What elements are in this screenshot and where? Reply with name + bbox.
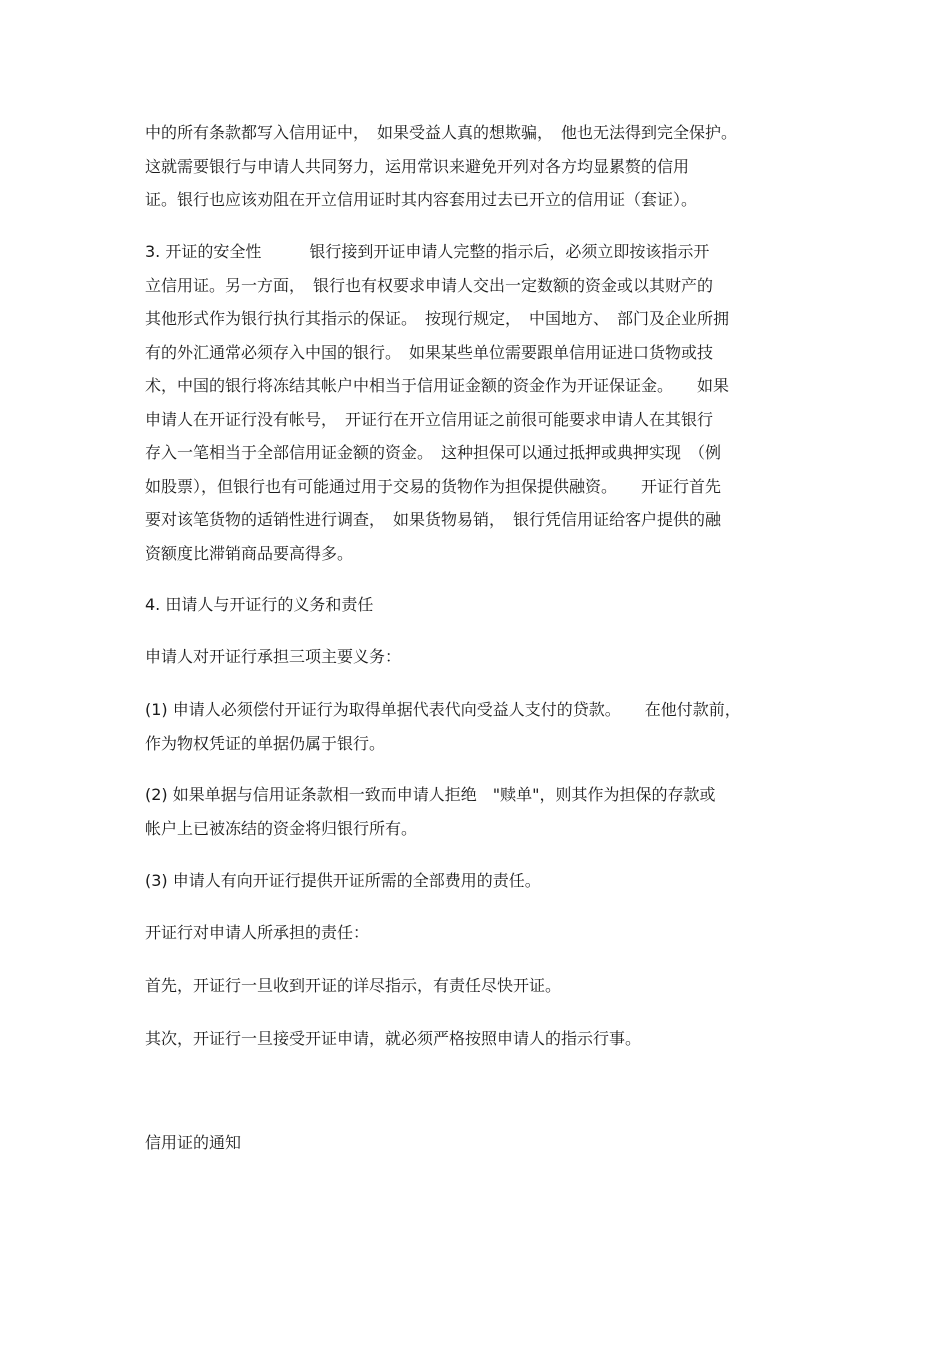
list-item-3 (145, 864, 825, 898)
paragraph-applicant-duties (145, 640, 825, 674)
text-line: 如股票），但银行也有可能通过用于交易的货物作为担保提供融资。 开证行首先 (145, 476, 722, 496)
text-line: 帐户上已被冻结的资金将归银行所有。 (145, 818, 418, 838)
text-line: 开证行对申请人所承担的责任： (145, 923, 370, 942)
text-line: 其他形式作为银行执行其指示的保证。 按现行规定， 中国地方、 部门及企业所拥 (145, 309, 730, 328)
text-line: 首先，开证行一旦收到开证的详尽指示，有责任尽快开证。 (145, 976, 562, 995)
paragraph-first (145, 969, 825, 1003)
text-line: 资额度比滞销商品要高得多。 (145, 543, 354, 563)
paragraph-second (145, 1022, 825, 1056)
text-line: 术，中国的银行将冻结其帐户中相当于信用证金额的资金作为开证保证金。 如果 (145, 376, 730, 395)
text-line: 信用证的通知 (145, 1133, 242, 1152)
section-heading-notification (145, 1126, 825, 1160)
text-line: 3. 开证的安全性 银行接到开证申请人完整的指示后，必须立即按该指示开 (145, 242, 710, 261)
paragraph-security (145, 235, 825, 570)
text-line: 这就需要银行与申请人共同努力，运用常识来避免开列对各方均显累赘的信用 (145, 156, 690, 176)
text-line: 有的外汇通常必须存入中国的银行。 如果某些单位需要跟单信用证进口货物或技 (145, 342, 714, 362)
list-item-1 (145, 693, 825, 760)
text-line: 申请人对开证行承担三项主要义务： (145, 647, 402, 666)
text-line: 申请人在开证行没有帐号， 开证行在开立信用证之前很可能要求申请人在其银行 (145, 409, 714, 429)
text-line: 要对该笔货物的适销性进行调查， 如果货物易销， 银行凭信用证给客户提供的融 (145, 510, 722, 529)
section-heading-obligations (145, 588, 825, 622)
list-item-2 (145, 778, 825, 845)
text-line: 作为物权凭证的单据仍属于银行。 (145, 733, 386, 753)
text-line: (2) 如果单据与信用证条款相一致而申请人拒绝 "赎单"，则其作为担保的存款或 (145, 785, 716, 804)
text-line: 中的所有条款都写入信用证中， 如果受益人真的想欺骗， 他也无法得到完全保护。 (145, 123, 738, 142)
text-line: 存入一笔相当于全部信用证金额的资金。 这种担保可以通过抵押或典押实现 （例 (145, 443, 722, 462)
paragraph-terms (145, 116, 825, 217)
paragraph-bank-duties (145, 916, 825, 950)
text-line: 4. 田请人与开证行的义务和责任 (145, 595, 374, 614)
text-line: 立信用证。另一方面， 银行也有权要求申请人交出一定数额的资金或以其财产的 (145, 275, 714, 295)
text-line: 证。银行也应该劝阻在开立信用证时其内容套用过去已开立的信用证（套证）。 (145, 190, 698, 209)
text-line: (3) 申请人有向开证行提供开证所需的全部费用的责任。 (145, 871, 541, 890)
text-line: 其次，开证行一旦接受开证申请，就必须严格按照申请人的指示行事。 (145, 1029, 642, 1048)
text-line: (1) 申请人必须偿付开证行为取得单据代表代向受益人支付的贷款。 在他付款前， (145, 700, 741, 719)
